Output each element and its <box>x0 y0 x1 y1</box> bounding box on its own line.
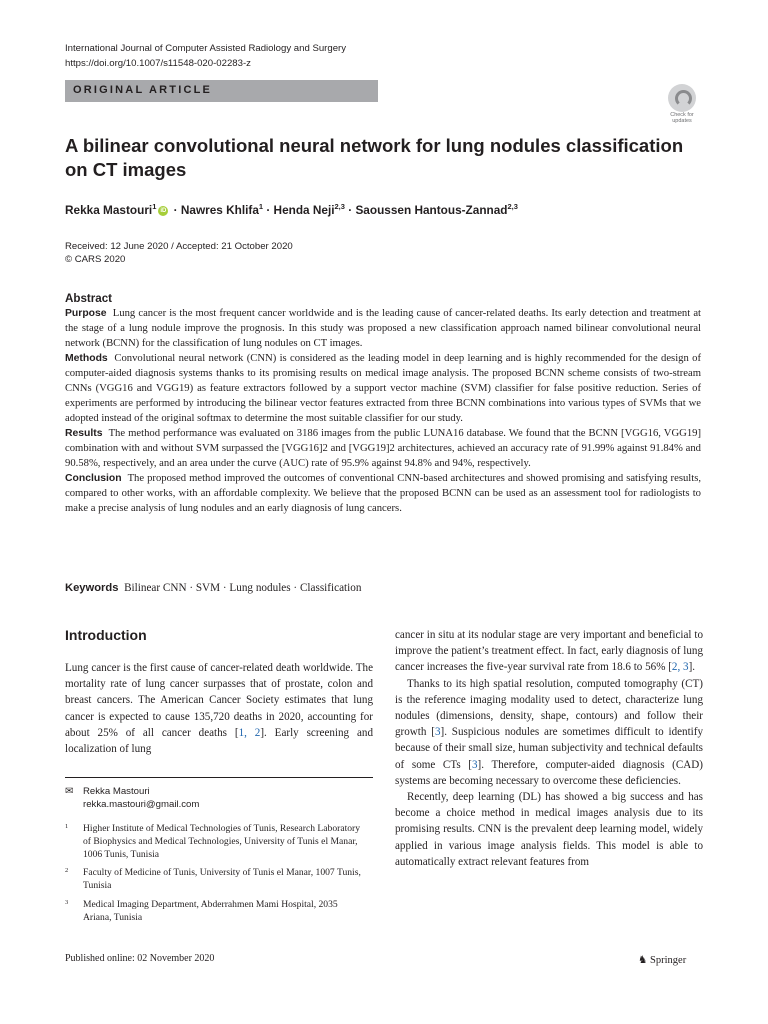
intro-paragraph <box>395 627 703 676</box>
intro-text: ]. <box>688 661 696 674</box>
keywords <box>65 582 361 594</box>
citation-link[interactable]: 3 <box>434 726 441 739</box>
intro-text: Lung cancer is the first cause of cancer-related death worldwide. The mortality rate of lung cancer surpasses that of prostate, colon and breast cancers. The American Cancer Society estimates that lung cancer is expected to cause 135,720 deaths in 2020, accounting for about 25% of all cancer deaths [ <box>65 662 373 739</box>
intro-text: ]. Suspicious nodules are sometimes difficult to identify because of their small size, human subjectivity and technical defaults of some CTs [ <box>395 726 703 771</box>
received-accepted-dates: Received: 12 June 2020 / Accepted: 21 October 2020 <box>65 241 293 252</box>
abstract-methods <box>65 351 701 426</box>
article-type-label: ORIGINAL ARTICLE <box>73 84 213 96</box>
affiliation-number: 1 <box>65 823 69 830</box>
affiliation-2 <box>65 866 365 892</box>
doi-link[interactable]: https://doi.org/10.1007/s11548-020-02283-z <box>65 58 251 69</box>
methods-label: Methods <box>65 353 108 364</box>
intro-text: ]. Early screening and localization of lung <box>65 726 373 756</box>
affiliation-text: Faculty of Medicine of Tunis, University of Tunis el Manar, 1007 Tunis, Tunisia <box>83 867 361 891</box>
methods-text: Convolutional neural network (CNN) is considered as the leading model in deep learning and is highly recommended for the design of computer-aided diagnosis systems thanks to its promising results on medical image analysis. The proposed BCNN scheme consists of two-stream CNNs (VGG16 and VGG19) as feature extractors followed by a support vector machine (SVM) classifier for false positive reduction. Series of experiments are performed by introducing the bilinear vector features extracted from three BCNN combinations into various types of SVMs that we adopted instead of the original softmax to determine the most suitable classifier for our study. <box>65 353 701 424</box>
conclusion-label: Conclusion <box>65 473 122 484</box>
results-text: The method performance was evaluated on 3186 images from the public LUNA16 database. We found that the BCNN [VGG16, VGG19] combination with and without SVM surpassed the [VGG16]2 and [VGG19]2 architectures, achieved an accuracy rate of 91.99% against 91.84% and 90.58%, respectively, and an area under the curve (AUC) rate of 95.9% against 94.8% and 94%, respectively. <box>65 428 701 469</box>
keywords-text: Bilinear CNN · SVM · Lung nodules · Classification <box>124 582 362 594</box>
corresponding-author: Rekka Mastouri <box>83 786 150 797</box>
intro-paragraph <box>395 676 703 789</box>
results-label: Results <box>65 428 103 439</box>
orcid-icon[interactable]: iD <box>160 207 167 214</box>
author-name[interactable]: Nawres Khlifa <box>180 202 259 217</box>
envelope-icon: ✉ <box>65 786 74 797</box>
correspondence <box>65 785 373 811</box>
author-separator: · <box>344 202 356 217</box>
springer-horse-icon: ♞ <box>638 955 648 966</box>
intro-text: cancer in situ at its nodular stage are very important and beneficial to improve the patient’s treatment effect. In fact, early diagnosis of lung cancer increases the five-year survival rate from 18.6 to 56% [ <box>395 629 703 674</box>
purpose-text: Lung cancer is the most frequent cancer worldwide and is the leading cause of cancer-related deaths. Its early detection and treatment at the stage of a lung nodule improve the prognosis. In this study was proposed a new classification approach named bilinear convolutional neural network (BCNN) for the classification of lung nodules on CT images. <box>65 308 701 349</box>
abstract-section <box>65 291 701 516</box>
conclusion-text: The proposed method improved the outcomes of conventional CNN-based architectures and showed promising and satisfying results, compared to other works, with an affordable complexity. We believe that the proposed BCNN can be used as an assessment tool for radiologists to make a precise analysis of lung nodules and an early diagnosis of lung cancers. <box>65 473 701 514</box>
abstract-conclusion <box>65 471 701 516</box>
introduction-heading: Introduction <box>65 627 147 643</box>
author-affiliation-sup: 2,3 <box>507 202 518 211</box>
author-name[interactable]: Saoussen Hantous-Zannad <box>355 202 508 217</box>
article-type-badge <box>65 80 378 102</box>
journal-header <box>65 41 346 71</box>
keywords-label: Keywords <box>65 582 119 594</box>
check-updates-icon <box>668 84 696 112</box>
publisher-logo <box>638 954 686 966</box>
abstract-heading: Abstract <box>65 292 113 305</box>
author-name[interactable]: Rekka Mastouri <box>65 202 153 217</box>
intro-paragraph: Recently, deep learning (DL) has showed a big success and has become a choice method in medical images analysis due to its promising results. CNN is the prevalent deep learning model, widely applied in various image analysis fields. This model is able to automatically extract relevant features from <box>395 791 703 868</box>
citation-link[interactable]: 3 <box>472 758 478 771</box>
affiliation-text: Higher Institute of Medical Technologies of Tunis, Research Laboratory of Biophysics and Medical Technologies, University of Tunis el Manar, 1006 Tunis, Tunisia <box>83 823 361 860</box>
affiliation-1 <box>65 822 365 861</box>
intro-text: Thanks to its high spatial resolution, computed tomography (CT) is the reference imaging modality used to detect, characterize lung nodules (dimensions, density, shape, contours) and follow their growth [ <box>395 677 703 739</box>
citation-link[interactable]: 1, 2 <box>238 726 261 739</box>
citation-link[interactable]: 2, 3 <box>671 661 689 674</box>
purpose-label: Purpose <box>65 308 107 319</box>
check-updates-label: Check for updates <box>670 112 694 124</box>
author-separator: · <box>170 202 181 217</box>
copyright: © CARS 2020 <box>65 254 126 265</box>
journal-name: International Journal of Computer Assisted Radiology and Surgery <box>65 43 347 54</box>
author-list <box>65 202 518 217</box>
published-date: Published online: 02 November 2020 <box>65 953 215 964</box>
author-name[interactable]: Henda Neji <box>273 202 335 217</box>
abstract-results <box>65 426 701 471</box>
footnote-divider <box>65 777 373 778</box>
author-separator: · <box>263 202 274 217</box>
affiliation-number: 2 <box>65 867 69 874</box>
right-column <box>395 627 703 870</box>
article-dates <box>65 240 293 266</box>
affiliation-3 <box>65 898 365 924</box>
intro-text: ]. Therefore, computer-aided diagnosis (CAD) systems are becoming necessary to overcome these deficiencies. <box>395 758 703 787</box>
paper-title: A bilinear convolutional neural network for lung nodules classification on CT images <box>65 135 684 180</box>
intro-paragraph <box>65 660 373 757</box>
corresponding-email[interactable]: rekka.mastouri@gmail.com <box>83 799 200 810</box>
check-for-updates-button[interactable] <box>664 84 700 124</box>
affiliation-text: Medical Imaging Department, Abderrahmen Mami Hospital, 2035 Ariana, Tunisia <box>83 899 338 923</box>
abstract-purpose <box>65 306 701 351</box>
author-affiliation-sup: 1 <box>152 202 157 211</box>
left-column <box>65 660 373 757</box>
author-affiliation-sup: 1 <box>258 202 264 211</box>
publisher-name: Springer <box>650 955 687 966</box>
affiliation-number: 3 <box>65 899 69 906</box>
author-affiliation-sup: 2,3 <box>334 202 345 211</box>
